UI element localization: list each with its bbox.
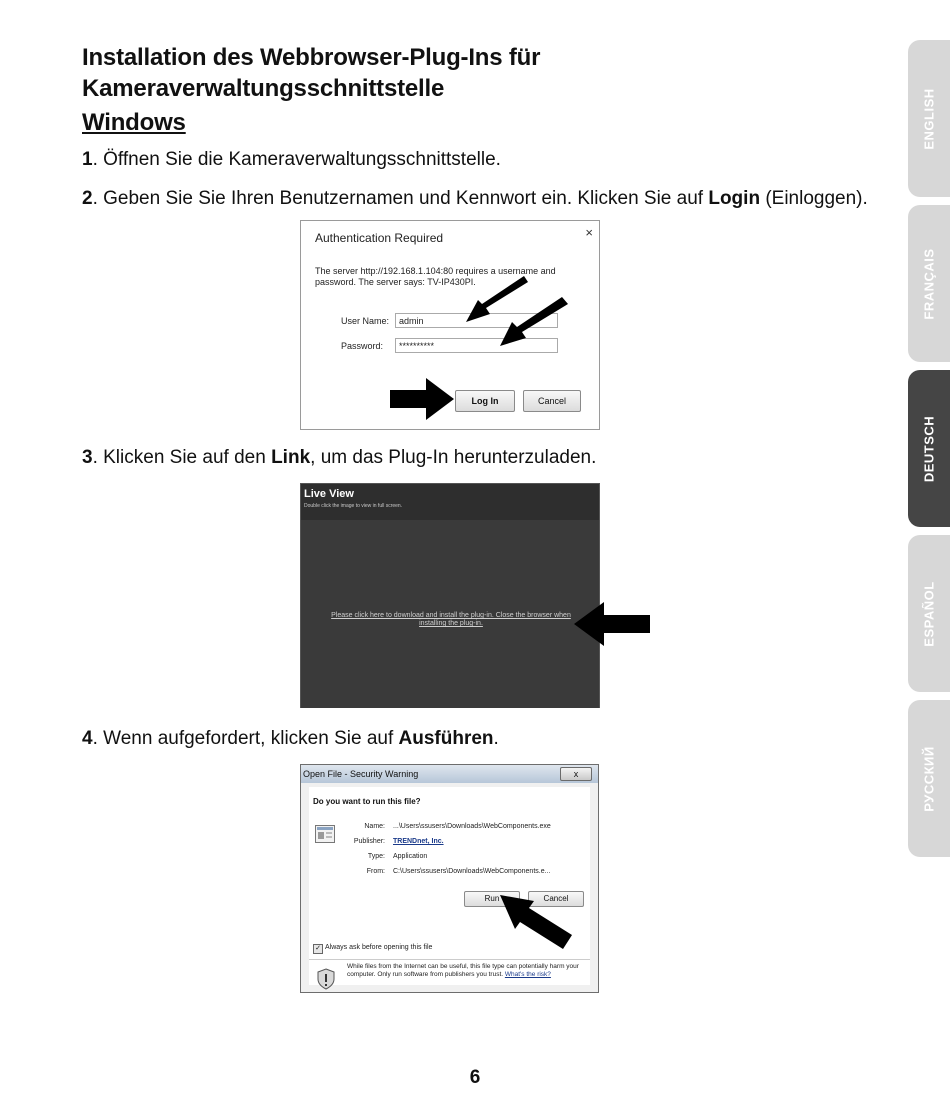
type-value: Application (393, 853, 428, 860)
arrow-icon (500, 895, 572, 951)
arrow-icon (500, 296, 570, 348)
step-3 (82, 446, 596, 470)
from-label: From: (366, 868, 385, 875)
name-label: Name: (364, 823, 385, 830)
step-text-end: , um das Plug-In herunterzuladen. (310, 447, 597, 468)
tab-label: РУССКИЙ (921, 745, 937, 812)
step-number: 4 (82, 728, 93, 749)
dialog-title: Open File - Security Warning (303, 769, 419, 779)
cancel-button[interactable]: Cancel (528, 891, 584, 907)
step-number: 2 (82, 188, 93, 209)
shield-icon (317, 968, 335, 990)
arrow-icon (390, 378, 456, 420)
step-number: 1 (82, 149, 93, 170)
publisher-label: Publisher: (353, 838, 385, 845)
step-text-end: . (493, 728, 499, 749)
title-bar (301, 765, 598, 783)
step-text: . Wenn aufgefordert, klicken Sie auf (92, 728, 399, 749)
tab-russian[interactable] (908, 700, 950, 857)
page-number: 6 (469, 1067, 481, 1088)
step-text: . Klicken Sie auf den (92, 447, 272, 468)
username-field[interactable]: admin (395, 313, 558, 328)
warning-text (347, 963, 587, 979)
tab-label: ESPAÑOL (921, 580, 937, 647)
close-icon[interactable]: × (585, 225, 593, 240)
arrow-icon (574, 602, 650, 646)
tab-francais[interactable] (908, 205, 950, 362)
dialog-title: Authentication Required (315, 231, 444, 245)
tab-deutsch[interactable] (908, 370, 950, 527)
step-text: . Öffnen Sie die Kameraverwaltungsschnittstelle. (92, 149, 501, 170)
live-view-subtitle: Double click the image to view in full screen. (304, 503, 403, 509)
tab-espanol[interactable] (908, 535, 950, 692)
tab-english[interactable] (908, 40, 950, 197)
step-bold: Ausführen (398, 728, 494, 749)
risk-link[interactable]: What's the risk? (504, 971, 551, 978)
title-line-2: Kameraverwaltungsschnittstelle (82, 75, 445, 102)
warning-message: While files from the Internet can be useful, this file type can potentially harm your computer. Only run software from publishers you trust. (347, 963, 579, 978)
step-4 (82, 727, 499, 751)
step-text-end: (Einloggen). (760, 188, 868, 209)
dialog-body (309, 787, 590, 985)
plugin-download-link[interactable]: Please click here to download and install the plug-in. Close the browser when installing the plug-in. (331, 612, 571, 627)
os-heading: Windows (82, 109, 186, 136)
file-icon (315, 825, 335, 843)
run-button[interactable]: Run (464, 891, 520, 907)
live-view-panel (300, 483, 600, 708)
tab-label: ENGLISH (921, 87, 937, 150)
step-number: 3 (82, 447, 93, 468)
checkbox-label: Always ask before opening this file (325, 944, 433, 951)
page-title (82, 42, 540, 138)
cancel-button[interactable]: Cancel (523, 390, 581, 412)
dialog-message: The server http://192.168.1.104:80 requires a username and password. The server says: TV-IP430PI. (315, 266, 556, 287)
publisher-link[interactable]: TRENDnet, Inc. (393, 838, 444, 845)
name-value: ...\Users\ssusers\Downloads\WebComponents.exe (393, 823, 551, 830)
username-label: User Name: (341, 316, 390, 326)
tab-label: DEUTSCH (921, 415, 937, 482)
run-question: Do you want to run this file? (313, 797, 421, 806)
from-value: C:\Users\ssusers\Downloads\WebComponents.e... (393, 868, 551, 875)
password-field[interactable]: ********** (395, 338, 558, 353)
step-text: . Geben Sie Sie Ihren Benutzernamen und Kennwort ein. Klicken Sie auf (92, 188, 709, 209)
security-warning-dialog (300, 764, 599, 993)
step-bold: Link (271, 447, 311, 468)
divider (309, 959, 590, 960)
step-bold: Login (708, 188, 761, 209)
tab-label: FRANÇAIS (921, 247, 937, 320)
close-icon[interactable]: x (560, 767, 592, 781)
always-ask-checkbox[interactable]: ✓ (313, 944, 323, 954)
step-2 (82, 187, 868, 211)
live-view-title: Live View (304, 488, 354, 500)
type-label: Type: (367, 853, 385, 860)
password-label: Password: (341, 341, 384, 351)
login-button[interactable]: Log In (455, 390, 515, 412)
step-1 (82, 148, 501, 172)
title-line-1: Installation des Webbrowser-Plug-Ins für (82, 44, 541, 71)
